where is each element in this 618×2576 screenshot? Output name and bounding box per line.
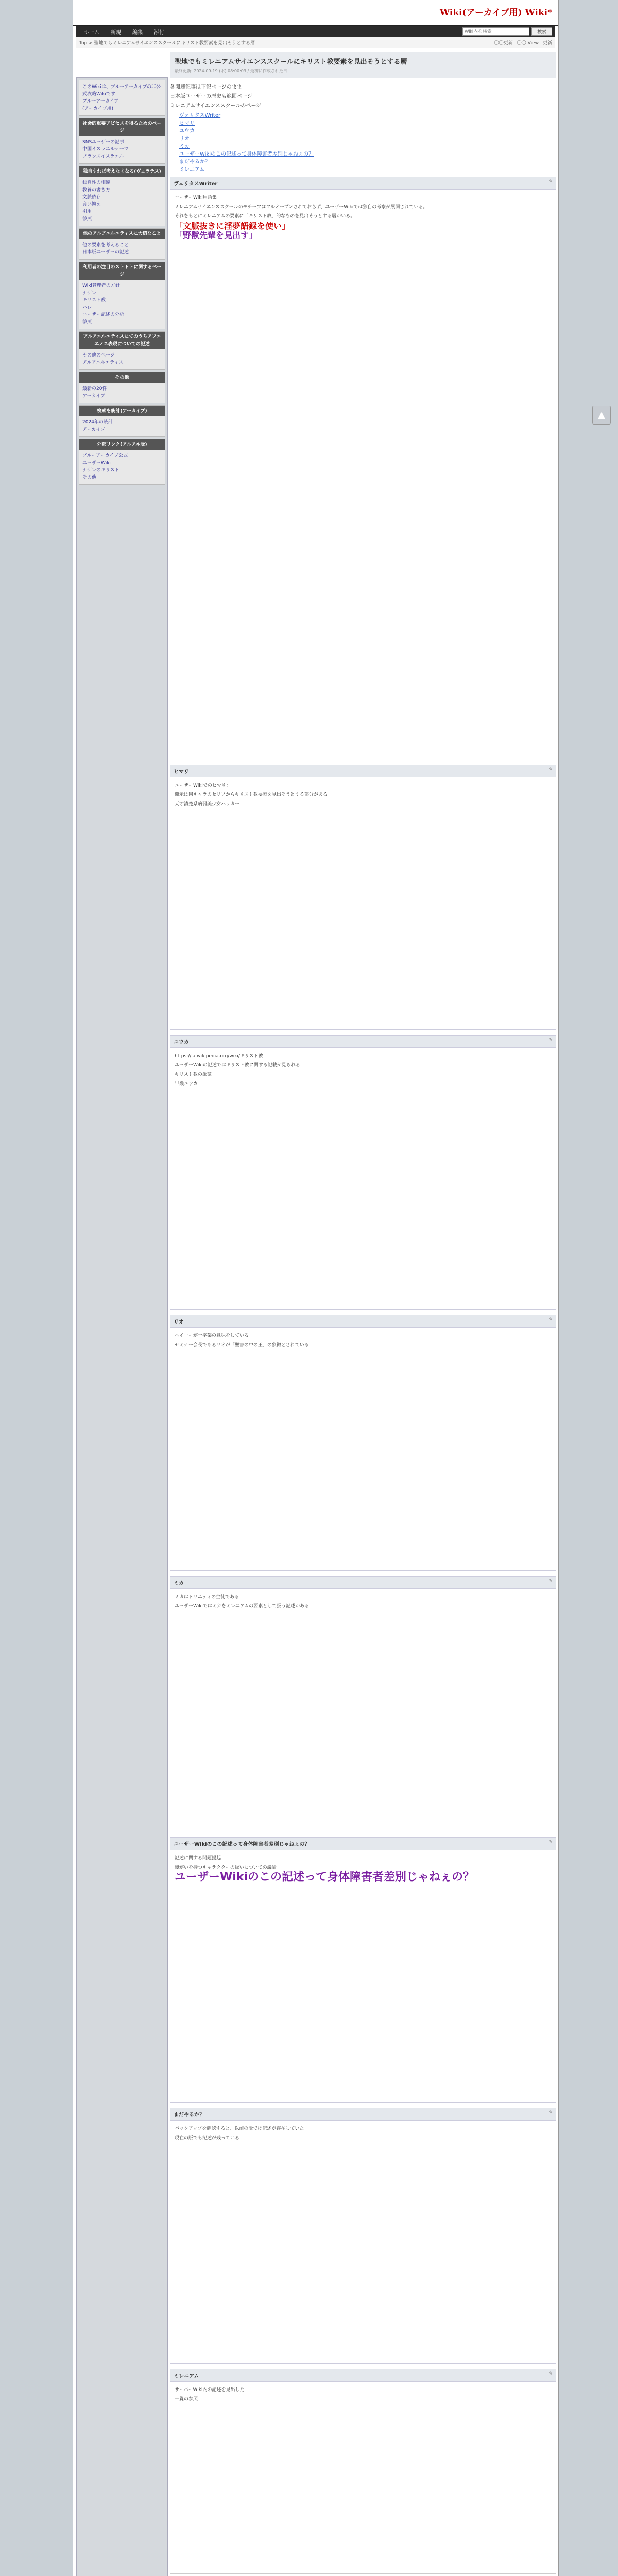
edit-icon[interactable]: ✎: [548, 767, 553, 772]
sidebar-link[interactable]: 最新の20件: [82, 386, 107, 392]
sidebar-box: [79, 262, 165, 329]
sidebar-link[interactable]: アーカイブ: [82, 394, 106, 399]
sidebar-link[interactable]: フランスイスラエル: [82, 154, 124, 159]
edit-icon[interactable]: ✎: [548, 1840, 553, 1845]
toolbar: [76, 37, 555, 48]
section-heading: [170, 765, 556, 777]
section-text: ミレニアムサイエンススクールのモチーフはフルオープンされておらず、ユーザーWikiでは独自の考察が展開されている。: [175, 205, 428, 210]
toc-item[interactable]: ヴェリタスWriter: [179, 113, 221, 118]
main-content: [170, 52, 556, 2576]
section-text: 障がいを持つキャラクターの扱いについての議論: [175, 1865, 277, 1870]
sidebar-link[interactable]: 参照: [82, 319, 92, 325]
section-text: ミカはトリニティの生徒である: [175, 1595, 239, 1600]
edit-icon[interactable]: ✎: [548, 179, 553, 184]
section-body: [170, 1328, 556, 1570]
section-heading: [170, 1577, 556, 1589]
sidebar-link[interactable]: 引用: [82, 209, 92, 214]
section-text: 早瀬ユウカ: [175, 1081, 198, 1087]
sidebar-link[interactable]: ブルーアーカイブ公式: [82, 453, 128, 459]
toc-item[interactable]: ミレニアム: [179, 167, 205, 173]
sidebar-link[interactable]: キリスト教: [82, 298, 106, 303]
sidebar-box-heading: 利用者の注目のストトトに関するページ: [79, 262, 165, 280]
content-section: [170, 2369, 556, 2576]
section-body: [170, 190, 556, 759]
sidebar-box: [79, 405, 165, 437]
section-text: 天才清楚系病弱美少女ハッカー: [175, 802, 240, 807]
sidebar-link[interactable]: 文脈依存: [82, 195, 101, 200]
page-header: [170, 52, 556, 78]
section-spacer: [175, 1351, 552, 1567]
sidebar-link[interactable]: このWikiは、ブルーアーカイブの非公式攻略Wikiです: [82, 84, 161, 97]
section-spacer: [175, 1090, 552, 1306]
nav-attach[interactable]: 添付: [154, 29, 164, 36]
sidebar-link[interactable]: 他の要素を考えること: [82, 243, 129, 248]
intro-line: 各関連記事は下記ページのまま: [170, 84, 242, 90]
sidebar-link[interactable]: ブルーアーカイブ: [82, 99, 119, 104]
scroll-top-icon[interactable]: ▲: [592, 406, 611, 425]
section-title: リオ: [174, 1319, 184, 1325]
section-text: ユーザーWikiでのヒマリ：: [175, 783, 231, 788]
section-text: 現在の版でも記述が残っている: [175, 2136, 240, 2141]
sidebar-link[interactable]: ユーザー記述の分析: [82, 312, 125, 317]
sidebar-link[interactable]: ハレ: [82, 305, 92, 310]
section-text: コーザーWiki用語集: [175, 195, 217, 200]
section-text: サーバーWiki内の記述を見出した: [175, 2387, 245, 2393]
sidebar-box: [79, 331, 165, 370]
section-title: ヴェリタスWriter: [174, 181, 218, 187]
sidebar-box: [79, 439, 165, 485]
sidebar-link[interactable]: SNSユーザーの記事: [82, 140, 125, 145]
section-body: [170, 1850, 556, 2102]
toc-item[interactable]: ユーザーWikiのこの記述って身体障害者差別じゃねぇの？: [179, 151, 314, 157]
sidebar-link[interactable]: 日本版ユーザーの記述: [82, 250, 129, 255]
section-body: [170, 1048, 556, 1309]
section-heading: [170, 1036, 556, 1048]
breadcrumb[interactable]: Top > 聖地でもミレニアムサイエンススクールにキリスト教要素を見出そうとする層: [79, 41, 255, 46]
sidebar-link[interactable]: 独自性の相違: [82, 180, 111, 185]
toc-item[interactable]: まだやるか？: [179, 159, 210, 165]
toolbar-right: [494, 39, 552, 46]
emphasis-headline: ユーザーWikiのこの記述って身体障害者差別じゃねぇの？: [175, 1871, 474, 1884]
nav-bar: [76, 26, 555, 37]
emphasis-red: 「文脈抜きに淫夢語録を使い」: [175, 221, 290, 231]
sidebar-box: [79, 372, 165, 403]
section-spacer: [175, 810, 552, 1026]
toolbar-updated[interactable]: 〇〇更新: [494, 41, 513, 46]
edit-icon[interactable]: ✎: [548, 1317, 553, 1323]
sidebar-box-heading: 検索を統計(アーカイブ): [79, 406, 165, 416]
toc-item[interactable]: ミカ: [179, 144, 190, 149]
section-spacer: [175, 241, 552, 756]
content-section: [170, 1035, 556, 1310]
toolbar-views: 〇〇 View: [517, 41, 539, 46]
section-title: ミレニアム: [174, 2374, 199, 2379]
section-title: まだやるか？: [174, 2112, 204, 2118]
section-text: ユーザーWikiではミカをミレニアムの要素として扱う記述がある: [175, 1604, 310, 1609]
page-title: 聖地でもミレニアムサイエンススクールにキリスト教要素を見出そうとする層: [175, 58, 407, 66]
sidebar-link[interactable]: その他のページ: [82, 353, 115, 358]
toc-item[interactable]: リオ: [179, 136, 190, 142]
content-section: [170, 2108, 556, 2364]
toolbar-refresh[interactable]: 更新: [542, 41, 552, 46]
section-text: https://ja.wikipedia.org/wiki/キリスト教: [175, 1054, 263, 1059]
section-heading: [170, 2108, 556, 2121]
sidebar-link[interactable]: 参照: [82, 216, 92, 222]
section-title: ヒマリ: [174, 769, 189, 775]
section-text: ヘイローが十字架の意味をしている: [175, 1333, 249, 1338]
section-text: 記述に関する問題提起: [175, 1856, 221, 1861]
toc-item[interactable]: ユウカ: [179, 128, 195, 134]
section-heading: [170, 2369, 556, 2382]
sidebar-link[interactable]: 中国イスラエルテーマ: [82, 147, 129, 152]
section-title: ミカ: [174, 1581, 184, 1586]
section-body: [170, 777, 556, 1029]
content-section: [170, 177, 556, 759]
section-heading: [170, 1838, 556, 1850]
section-text: それをもとにミレニアムの要素に「キリスト教」的なものを見出そうとする層がいる。: [175, 214, 355, 219]
section-text: キリスト教の象徴: [175, 1072, 212, 1077]
edit-icon[interactable]: ✎: [548, 2371, 553, 2377]
section-text: 開示は同キャラのセリフからキリスト教要素を見出そうとする部分がある。: [175, 792, 332, 798]
sections-container: [170, 177, 556, 2576]
section-heading: [170, 177, 556, 190]
sidebar-link[interactable]: Wiki管理者の方針: [82, 283, 120, 289]
intro-line: 日本版ユーザーの歴史も範囲ページ: [170, 94, 252, 99]
sidebar-link[interactable]: 2024年の統計: [82, 420, 113, 425]
section-text: ユーザーWikiの記述ではキリスト教に関する記載が見られる: [175, 1063, 300, 1068]
toc-item[interactable]: ヒマリ: [179, 121, 195, 126]
section-body: [170, 2121, 556, 2363]
sidebar-box-heading: 外部リンク(アルアル版): [79, 439, 165, 450]
sidebar-link[interactable]: アーカイブ: [82, 427, 106, 432]
sidebar-box: [79, 118, 165, 164]
sidebar-box-heading: 他のアルアエルエティスに大切なこと: [79, 229, 165, 239]
sidebar-box-heading: アルアエルエティスにてのうちアフエエノス表現についての記述: [79, 332, 165, 349]
edit-icon[interactable]: ✎: [548, 2110, 553, 2115]
site-logo[interactable]: Wiki(アーカイブ用) Wiki*: [439, 8, 552, 18]
sidebar-link[interactable]: ユーザーWiki: [82, 461, 111, 466]
footer: [170, 2573, 556, 2576]
sidebar-link[interactable]: 言い換え: [82, 202, 101, 207]
section-text: 一覧の参照: [175, 2397, 198, 2402]
sidebar-link[interactable]: 教養の書き方: [82, 188, 111, 193]
sidebar-box-heading: 独自すれば考えなくなる(ヴェラテス): [79, 166, 165, 177]
page-meta: 最終更新: 2024-09-19 (木) 08:00:03 / 最初に作成された日: [175, 69, 287, 73]
site-header: [73, 0, 558, 26]
content-section: [170, 1576, 556, 1832]
sidebar-link[interactable]: ナザレ: [82, 291, 96, 296]
sidebar: [76, 77, 168, 2576]
section-title: ユーザーWikiのこの記述って身体障害者差別じゃねぇの？: [174, 1842, 310, 1848]
section-body: [170, 2382, 556, 2576]
search-input[interactable]: [462, 27, 529, 36]
page-wrapper: [73, 0, 559, 2576]
section-spacer: [175, 2144, 552, 2360]
content-section: [170, 765, 556, 1030]
content-section: [170, 1837, 556, 2103]
sidebar-box: [79, 80, 165, 116]
nav-new[interactable]: 新規: [111, 29, 121, 36]
table-of-contents: [170, 112, 556, 174]
section-text: バックアップを確認すると、以前の版では記述が存在していた: [175, 2126, 304, 2131]
sidebar-box-heading: 社会的重要アビセスを得るためのページ: [79, 118, 165, 136]
sidebar-link[interactable]: (アーカイブ用): [82, 106, 114, 111]
intro-line: ミレニアムサイエンススクールのページ: [170, 103, 262, 109]
sidebar-box-heading: その他: [79, 372, 165, 383]
emphasis-purple: 「野獣先輩を見出す」: [175, 230, 258, 240]
section-body: [170, 1589, 556, 1832]
nav-edit[interactable]: 編集: [132, 29, 143, 36]
section-spacer: [175, 1612, 552, 1828]
sidebar-link[interactable]: その他: [82, 475, 97, 480]
content-section: [170, 1315, 556, 1571]
edit-icon[interactable]: ✎: [548, 1579, 553, 1584]
search-button[interactable]: 検索: [531, 27, 552, 36]
section-spacer: [175, 2405, 552, 2576]
section-heading: [170, 1315, 556, 1328]
sidebar-link[interactable]: ナザレのキリスト: [82, 468, 119, 473]
section-title: ユウカ: [174, 1040, 189, 1045]
sidebar-box: [79, 228, 165, 260]
sidebar-link[interactable]: アルアエルエティス: [82, 360, 124, 365]
sidebar-box: [79, 166, 165, 226]
section-spacer: [175, 1883, 552, 2099]
section-text: セミナー会長であるリオが「聖書の中の王」の象徴とされている: [175, 1343, 309, 1348]
nav-home[interactable]: ホーム: [84, 29, 99, 36]
edit-icon[interactable]: ✎: [548, 1038, 553, 1043]
